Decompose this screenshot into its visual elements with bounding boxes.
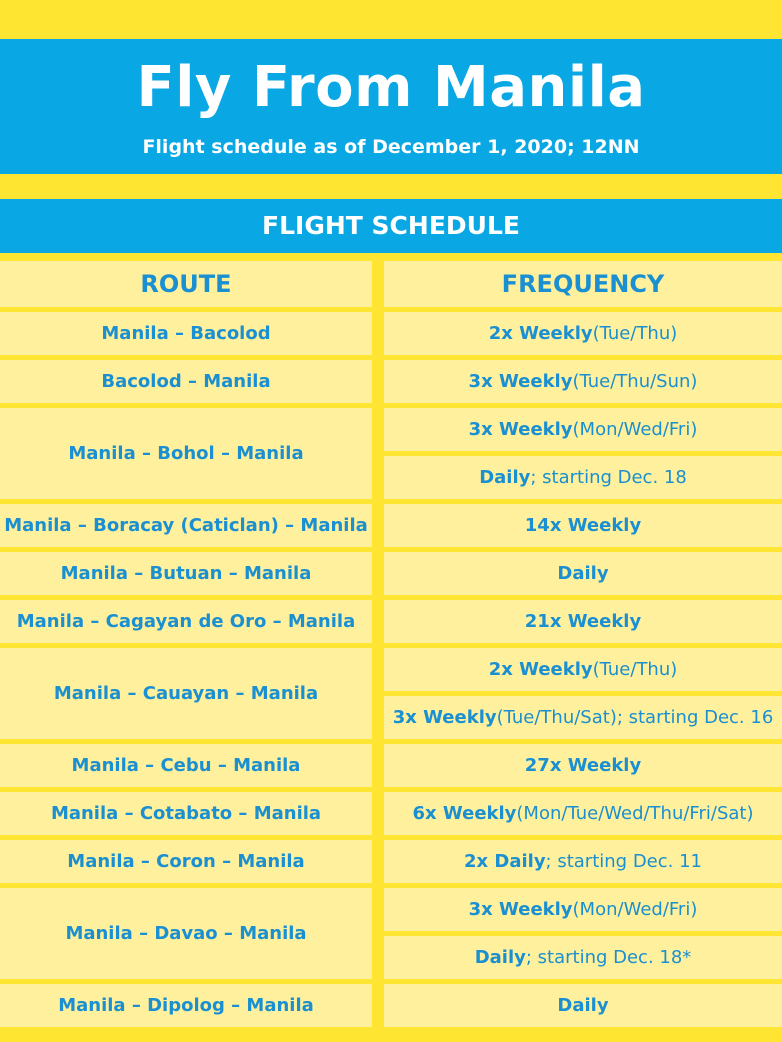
- route-cell: Manila – Bacolod: [0, 312, 372, 355]
- page-subtitle: Flight schedule as of December 1, 2020; 12NN: [142, 136, 640, 158]
- frequency-value: Daily: [557, 995, 609, 1016]
- table-row: [0, 744, 782, 787]
- frequency-cell: [384, 456, 782, 499]
- frequency-cell: [384, 696, 782, 739]
- frequency-cell: [384, 408, 782, 451]
- route-cell: Manila – Cebu – Manila: [0, 744, 372, 787]
- frequency-cell: [384, 792, 782, 835]
- frequency-note: (Mon/Tue/Wed/Thu/Fri/Sat): [516, 803, 754, 824]
- frequency-note: ; starting Dec. 18*: [525, 947, 692, 968]
- page-title: Fly From Manila: [136, 55, 646, 120]
- frequency-value: 3x Weekly: [468, 899, 573, 920]
- table-row: [0, 408, 782, 499]
- column-header-frequency: FREQUENCY: [384, 261, 782, 307]
- table-row: [0, 840, 782, 883]
- frequency-note: (Tue/Thu): [592, 323, 678, 344]
- frequency-note: (Tue/Thu): [592, 659, 678, 680]
- frequency-value: Daily: [479, 467, 531, 488]
- frequency-value: 2x Daily: [463, 851, 546, 872]
- frequency-note: ; starting Dec. 11: [545, 851, 702, 872]
- schedule-table: [0, 253, 782, 1042]
- frequency-cell: [384, 888, 782, 931]
- frequency-cell: [384, 312, 782, 355]
- table-row: [0, 792, 782, 835]
- route-cell: Manila – Coron – Manila: [0, 840, 372, 883]
- frequency-value: 21x Weekly: [524, 611, 642, 632]
- route-cell: Manila – Butuan – Manila: [0, 552, 372, 595]
- frequency-note: (Mon/Wed/Fri): [572, 899, 698, 920]
- table-row: [0, 312, 782, 355]
- frequency-cell: [384, 648, 782, 691]
- frequency-value: 6x Weekly: [412, 803, 517, 824]
- table-row: [0, 648, 782, 739]
- table-row: [0, 888, 782, 979]
- route-cell: Manila – Cauayan – Manila: [0, 648, 372, 739]
- frequency-cell: [384, 984, 782, 1027]
- frequency-value: 2x Weekly: [488, 659, 593, 680]
- frequency-value: 3x Weekly: [468, 419, 573, 440]
- frequency-note: (Tue/Thu/Sun): [572, 371, 698, 392]
- route-cell: Manila – Boracay (Caticlan) – Manila: [0, 504, 372, 547]
- header-banner: [0, 39, 782, 174]
- route-cell: Manila – Dipolog – Manila: [0, 984, 372, 1027]
- frequency-note: ; starting Dec. 18: [530, 467, 687, 488]
- frequency-value: 14x Weekly: [524, 515, 642, 536]
- frequency-cell: [384, 744, 782, 787]
- frequency-cell: [384, 360, 782, 403]
- route-cell: Manila – Bohol – Manila: [0, 408, 372, 499]
- frequency-value: 3x Weekly: [392, 707, 497, 728]
- frequency-value: Daily: [474, 947, 526, 968]
- route-cell: Manila – Davao – Manila: [0, 888, 372, 979]
- table-header-row: [0, 261, 782, 307]
- route-cell: Manila – Cagayan de Oro – Manila: [0, 600, 372, 643]
- table-row: [0, 360, 782, 403]
- section-title: FLIGHT SCHEDULE: [0, 199, 782, 253]
- route-cell: Manila – Cotabato – Manila: [0, 792, 372, 835]
- table-row: [0, 504, 782, 547]
- frequency-value: 3x Weekly: [468, 371, 573, 392]
- frequency-value: 27x Weekly: [524, 755, 642, 776]
- frequency-cell: [384, 600, 782, 643]
- column-header-route: ROUTE: [0, 261, 372, 307]
- frequency-cell: [384, 936, 782, 979]
- frequency-cell: [384, 552, 782, 595]
- route-cell: Bacolod – Manila: [0, 360, 372, 403]
- frequency-cell: [384, 840, 782, 883]
- table-row: [0, 984, 782, 1027]
- frequency-value: Daily: [557, 563, 609, 584]
- frequency-value: 2x Weekly: [488, 323, 593, 344]
- frequency-note: (Tue/Thu/Sat); starting Dec. 16: [496, 707, 774, 728]
- table-row: [0, 552, 782, 595]
- frequency-note: (Mon/Wed/Fri): [572, 419, 698, 440]
- table-row: [0, 600, 782, 643]
- frequency-cell: [384, 504, 782, 547]
